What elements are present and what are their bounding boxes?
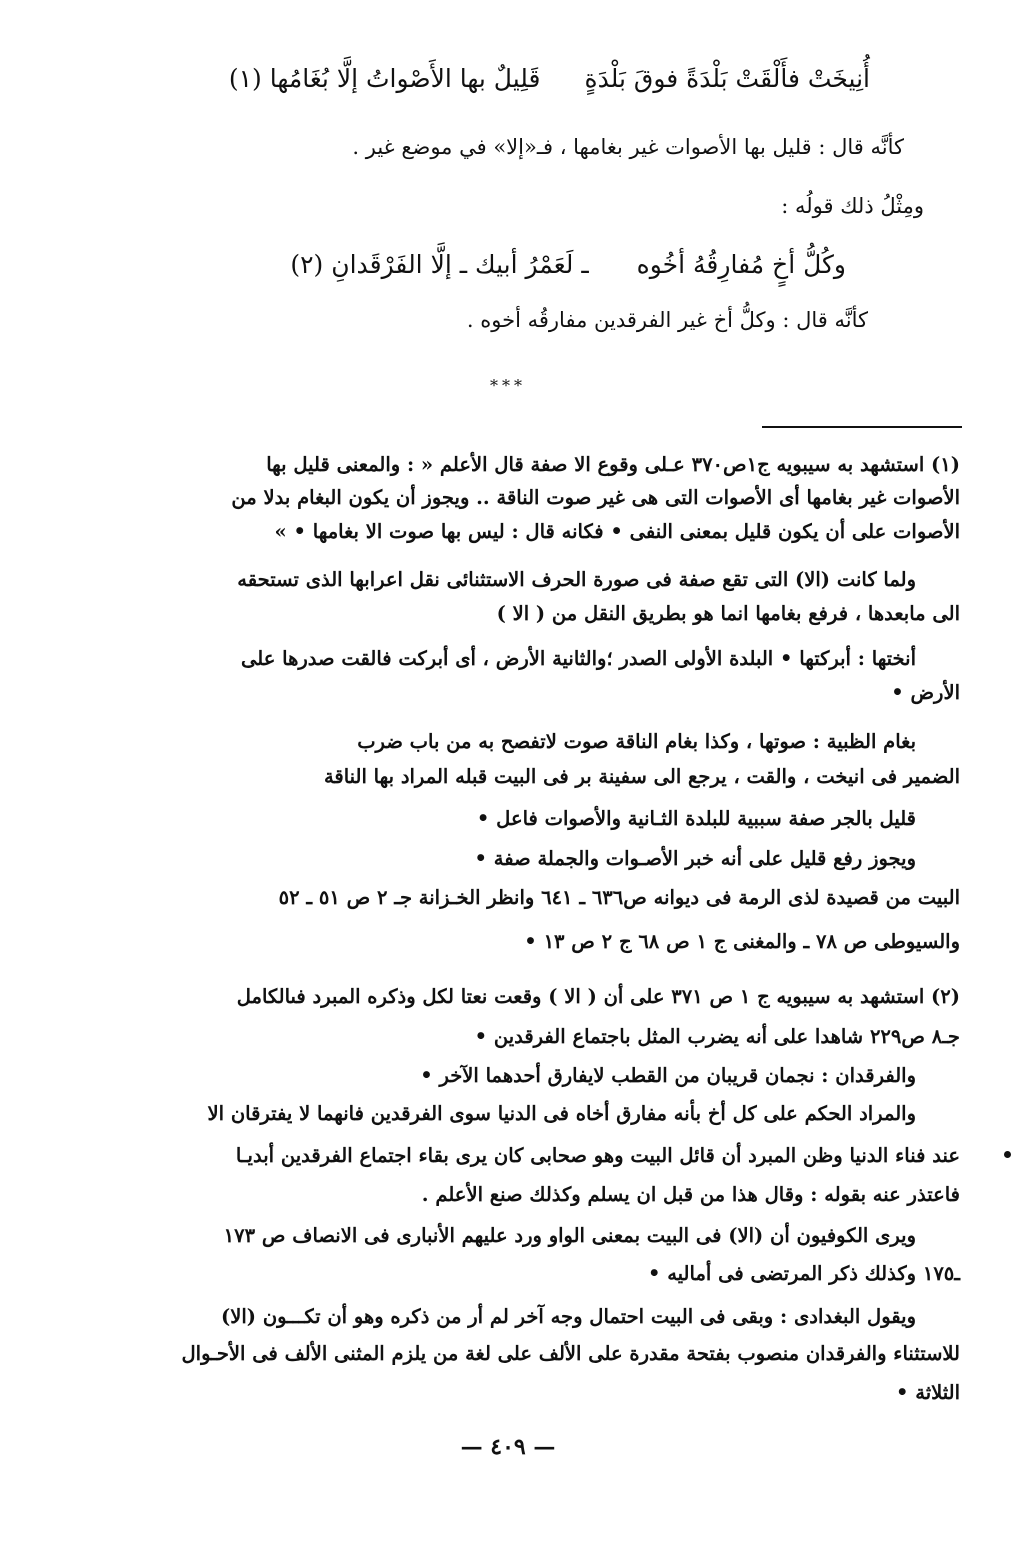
footnote-line: بغام الظبية : صوتها ، وكذا بغام الناقة صوت لاتفصح به من باب ضرب <box>357 730 916 753</box>
verse-2 <box>0 248 1016 282</box>
footnote-line: الثلاثة • <box>895 1381 960 1404</box>
footnote-line: الى مابعدها ، فرفع بغامها انما هو بطريق النقل من ( الا ) <box>496 602 960 625</box>
verse-2-second-hemistich: ـ لَعَمْرُ أبيك ـ إلَّا الفَرْقَدانِ (٢) <box>290 250 589 279</box>
footnote-line: البيت من قصيدة لذى الرمة فى ديوانه ص٦٣٦ ـ ٦٤١ وانظر الخـزانة جـ ٢ ص ٥١ ـ ٥٢ <box>278 886 960 909</box>
footnote-line: الأرض • <box>891 681 960 704</box>
footnote-rule <box>762 426 962 428</box>
footnote-line: ولما كانت (الا) التى تقع صفة فى صورة الحرف الاستثنائى نقل اعرابها الذى تستحقه <box>237 568 916 591</box>
verse-1-first-hemistich: أُنِيخَتْ فأَلْقَتْ بَلْدَةً فوقَ بَلْدَةٍ <box>584 64 870 93</box>
page-number: — ٤٠٩ — <box>460 1434 556 1460</box>
footnote-line: ويرى الكوفيون أن (الا) فى البيت بمعنى الواو ورد عليهم الأنبارى فى الانصاف ص ١٧٣ <box>223 1224 916 1247</box>
footnote-line: أنختها : أبركتها • البلدة الأولى الصدر ؛والثانية الأرض ، أى أبركت فالقت صدرها على <box>241 647 916 670</box>
footnote-line: عند فناء الدنيا وظن المبرد أن قائل البيت وهو صحابى كان يرى بقاء اجتماع الفرقدين أبديـا <box>235 1144 960 1167</box>
verse-1 <box>0 62 1016 96</box>
verse-2-first-hemistich: وكُلُّ أخٍ مُفارِقُهُ أخُوه <box>636 250 846 279</box>
margin-dot <box>1004 1151 1011 1158</box>
footnote-line: جـ٨ ص٢٢٩ شاهدا على أنه يضرب المثل باجتماع الفرقدين • <box>474 1025 960 1048</box>
verse-1-explanation: كأنَّه قال : قليل بها الأصوات غير بغامها ، فـ«إلا» في موضع غير . <box>352 135 904 159</box>
section-separator: *** <box>490 376 526 395</box>
footnote-line: الأصوات غير بغامها أى الأصوات التى هى غير صوت الناقة .. ويجوز أن يكون البغام بدلا من <box>231 486 960 509</box>
footnote-line: ويقول البغدادى : وبقى فى البيت احتمال وجه آخر لم أر من ذكره وهو أن تكـــون (الا) <box>221 1305 916 1328</box>
verse-2-explanation: كأنَّه قال : وكلُّ أخ غير الفرقدين مفارقُه أخوه . <box>466 308 868 332</box>
verse-2-intro: ومِثْلُ ذلك قولُه : <box>781 194 924 218</box>
footnote-line: ـ١٧٥ وكذلك ذكر المرتضى فى أماليه • <box>647 1262 960 1285</box>
footnote-line: فاعتذر عنه بقوله : وقال هذا من قبل ان يسلم وكذلك صنع الأعلم . <box>421 1183 960 1206</box>
footnote-line: والمراد الحكم على كل أخ بأنه مفارق أخاه فى الدنيا سوى الفرقدين فانهما لا يفترقان الا <box>207 1102 916 1125</box>
footnote-line: والسيوطى ص ٧٨ ـ والمغنى ج ١ ص ٦٨ ج ٢ ص ١٣ • <box>524 930 960 953</box>
footnote-line: ويجوز رفع قليل على أنه خبر الأصـوات والجملة صفة • <box>474 847 916 870</box>
footnote-line: قليل بالجر صفة سببية للبلدة الثـانية والأصوات فاعل • <box>476 807 916 830</box>
footnote-line: للاستثناء والفرقدان منصوب بفتحة مقدرة على الألف على لغة من يلزم المثنى الألف فى الأحـوال <box>181 1342 960 1365</box>
verse-1-second-hemistich: قَلِيلٌ بها الأَصْواتُ إلَّا بُغَامُها (١) <box>228 64 541 93</box>
footnote-line: والفرقدان : نجمان قريبان من القطب لايفارق أحدهما الآخر • <box>420 1064 916 1087</box>
footnote-line: (١) استشهد به سيبويه ج١ص٣٧٠ عـلى وقوع الا صفة قال الأعلم « : والمعنى قليل بها <box>266 453 960 476</box>
footnote-line: الأصوات على أن يكون قليل بمعنى النفى • فكانه قال : ليس بها صوت الا بغامها • » <box>274 520 960 543</box>
footnote-line: الضمير فى انيخت ، والقت ، يرجع الى سفينة بر فى البيت قبله المراد بها الناقة <box>323 765 960 788</box>
footnote-line: (٢) استشهد به سيبويه ج ١ ص ٣٧١ على أن ( الا ) وقعت نعتا لكل وذكره المبرد فىالكامل <box>236 985 960 1008</box>
